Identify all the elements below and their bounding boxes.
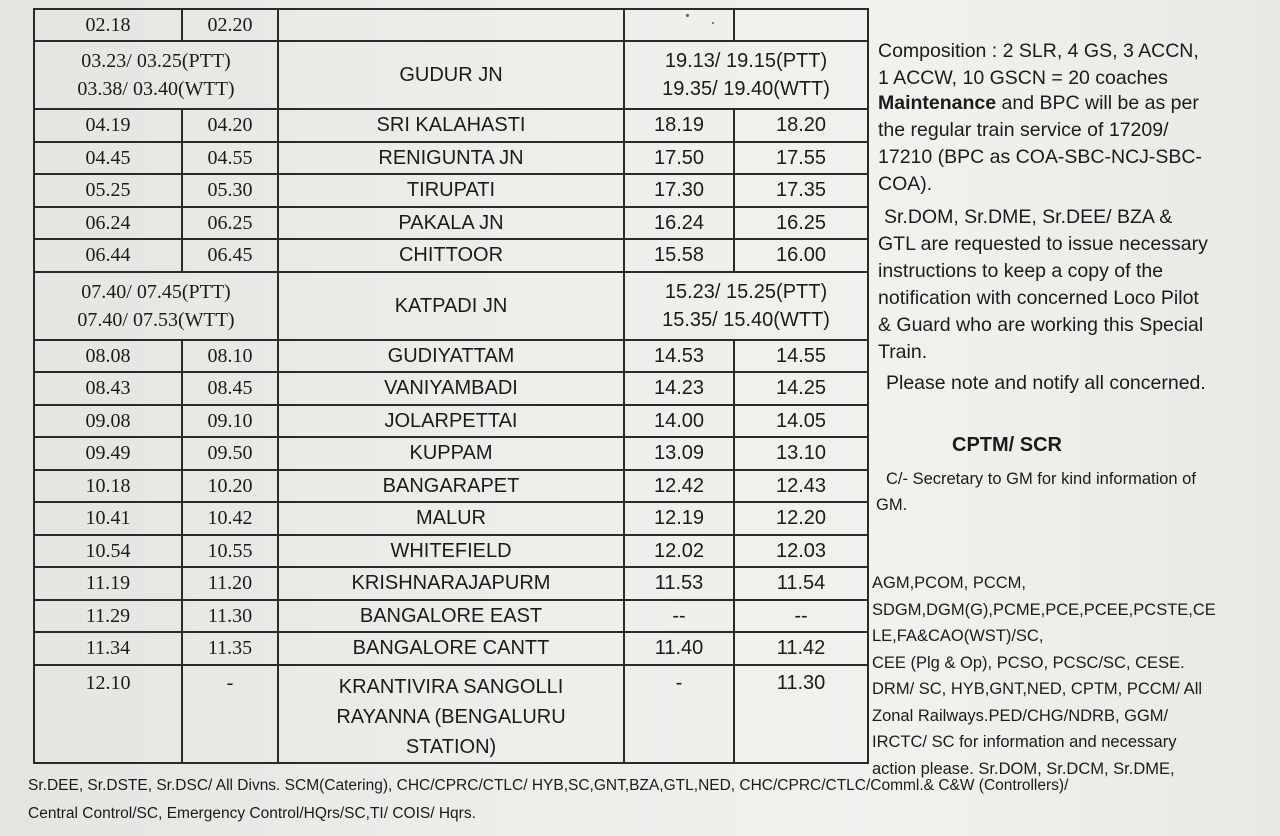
departure-time: 04.55 [182, 142, 278, 175]
departure-time: 11.30 [182, 600, 278, 633]
table-row [34, 437, 868, 470]
return-departure-time: 12.43 [734, 470, 868, 503]
return-arrival-time: 11.53 [624, 567, 734, 600]
departure-time: - [182, 665, 278, 763]
composition-line: 1 ACCW, 10 GSCN = 20 coaches [878, 67, 1168, 89]
arrival-departure-dual-line: 03.23/ 03.25(PTT) [81, 50, 231, 72]
return-arrival-time: - [624, 665, 734, 763]
station-name: BANGALORE CANTT [278, 632, 624, 665]
return-departure-time: 14.25 [734, 372, 868, 405]
station-name-line: KRANTIVIRA SANGOLLI [338, 675, 564, 698]
copy-line: SDGM,DGM(G),PCME,PCE,PCEE,PCSTE,CE [872, 600, 1216, 619]
composition-line: Composition : 2 SLR, 4 GS, 3 ACCN, [878, 40, 1199, 62]
arrival-time: 06.44 [34, 239, 182, 272]
return-arrival-time: 14.00 [624, 405, 734, 438]
arrival-departure-dual [34, 41, 278, 109]
timetable [33, 8, 869, 764]
table-row [34, 502, 868, 535]
arrival-time: 02.18 [34, 9, 182, 41]
arrival-time: 11.34 [34, 632, 182, 665]
arrival-time: 08.43 [34, 372, 182, 405]
station-name: SRI KALAHASTI [278, 109, 624, 142]
arrival-time: 08.08 [34, 340, 182, 373]
arrival-departure-dual-line: 07.40/ 07.53(WTT) [77, 308, 235, 331]
cc-line: C/- Secretary to GM for kind information of [886, 470, 1196, 488]
table-row [34, 372, 868, 405]
return-arrival-time: 14.23 [624, 372, 734, 405]
station-name [278, 665, 624, 763]
return-departure-time: 16.00 [734, 239, 868, 272]
return-departure-time: 16.25 [734, 207, 868, 240]
return-times-dual-line: 19.13/ 19.15(PTT) [664, 50, 828, 72]
station-name [278, 9, 624, 41]
departure-time: 11.35 [182, 632, 278, 665]
return-times-dual [624, 41, 868, 109]
arrival-time: 04.45 [34, 142, 182, 175]
station-name: KUPPAM [278, 437, 624, 470]
table-row [34, 239, 868, 272]
request-line: Sr.DOM, Sr.DME, Sr.DEE/ BZA & [884, 206, 1173, 228]
request-line: Train. [878, 341, 928, 363]
signatory: CPTM/ SCR [952, 434, 1062, 456]
arrival-departure-dual [34, 272, 278, 340]
request-line: notification with concerned Loco Pilot [878, 287, 1199, 309]
maintenance-bold: Maintenance [878, 92, 997, 114]
composition-notes [878, 38, 1274, 397]
station-name: MALUR [278, 502, 624, 535]
copy-line: Zonal Railways.PED/CHG/NDRB, GGM/ [872, 706, 1169, 725]
table-row [34, 535, 868, 568]
copy-line: action please. Sr.DOM, Sr.DCM, Sr.DME, [872, 759, 1175, 778]
departure-time: 09.50 [182, 437, 278, 470]
return-arrival-time: 17.30 [624, 174, 734, 207]
cc-secretary [876, 466, 1256, 518]
arrival-time: 10.41 [34, 502, 182, 535]
return-arrival-time: 13.09 [624, 437, 734, 470]
table-row [34, 174, 868, 207]
arrival-time: 05.25 [34, 174, 182, 207]
return-times-dual-line: 15.35/ 15.40(WTT) [662, 308, 830, 331]
arrival-departure-dual-line: 07.40/ 07.45(PTT) [81, 280, 231, 303]
return-arrival-time: 12.02 [624, 535, 734, 568]
table-row [34, 9, 868, 41]
return-arrival-time [624, 9, 734, 41]
station-name: KRISHNARAJAPURM [278, 567, 624, 600]
copy-line: CEE (Plg & Op), PCSO, PCSC/SC, CESE. [872, 653, 1185, 672]
departure-time: 10.55 [182, 535, 278, 568]
return-arrival-time: 12.19 [624, 502, 734, 535]
maintenance-line: COA). [878, 173, 933, 195]
table-row [34, 41, 868, 109]
return-times-dual-line: 15.23/ 15.25(PTT) [664, 280, 828, 303]
table-row [34, 272, 868, 340]
arrival-time: 11.29 [34, 600, 182, 633]
table-row [34, 567, 868, 600]
return-departure-time: 12.20 [734, 502, 868, 535]
bottom-copy-list [28, 772, 1248, 828]
maintenance-line: 17210 (BPC as COA-SBC-NCJ-SBC- [878, 146, 1202, 168]
arrival-time: 11.19 [34, 567, 182, 600]
table-row [34, 600, 868, 633]
return-times-dual [624, 272, 868, 340]
table-row [34, 405, 868, 438]
return-departure-time: 17.35 [734, 174, 868, 207]
departure-time: 09.10 [182, 405, 278, 438]
station-name: JOLARPETTAI [278, 405, 624, 438]
copy-line: DRM/ SC, HYB,GNT,NED, CPTM, PCCM/ All [872, 680, 1203, 698]
return-arrival-time: 18.19 [624, 109, 734, 142]
return-arrival-time: 11.40 [624, 632, 734, 665]
please-note: Please note and notify all concerned. [886, 372, 1206, 394]
arrival-departure-dual-line: 03.38/ 03.40(WTT) [77, 78, 235, 100]
return-arrival-time: 14.53 [624, 340, 734, 373]
departure-time: 08.45 [182, 372, 278, 405]
return-departure-time: 12.03 [734, 535, 868, 568]
maintenance-line [878, 90, 1274, 117]
copy-to-list [872, 570, 1264, 782]
table-row [34, 665, 868, 763]
arrival-time: 09.49 [34, 437, 182, 470]
arrival-time: 06.24 [34, 207, 182, 240]
return-departure-time: 14.55 [734, 340, 868, 373]
return-departure-time: 17.55 [734, 142, 868, 175]
table-row [34, 207, 868, 240]
return-departure-time: 11.54 [734, 567, 868, 600]
return-departure-time: 18.20 [734, 109, 868, 142]
request-line: instructions to keep a copy of the [878, 260, 1164, 282]
table-row [34, 632, 868, 665]
departure-time: 02.20 [182, 9, 278, 41]
return-departure-time: 14.05 [734, 405, 868, 438]
copy-line: LE,FA&CAO(WST)/SC, [872, 627, 1044, 645]
departure-time: 05.30 [182, 174, 278, 207]
station-name: BANGALORE EAST [278, 600, 624, 633]
copy-line: IRCTC/ SC for information and necessary [872, 733, 1177, 751]
cc-line: GM. [876, 496, 908, 514]
return-departure-time: 11.42 [734, 632, 868, 665]
copy-line: AGM,PCOM, PCCM, [872, 574, 1027, 592]
return-arrival-time: -- [624, 600, 734, 633]
departure-time: 10.42 [182, 502, 278, 535]
arrival-time: 09.08 [34, 405, 182, 438]
station-name: BANGARAPET [278, 470, 624, 503]
station-name: WHITEFIELD [278, 535, 624, 568]
arrival-time: 04.19 [34, 109, 182, 142]
return-departure-time: -- [734, 600, 868, 633]
departure-time: 11.20 [182, 567, 278, 600]
departure-time: 04.20 [182, 109, 278, 142]
station-name: PAKALA JN [278, 207, 624, 240]
bottom-line: Sr.DEE, Sr.DSTE, Sr.DSC/ All Divns. SCM(Catering), CHC/CPRC/CTLC/ HYB,SC,GNT,BZA,GTL,NED, CHC/CPRC/CTLC/Comml.& C&W (Controllers)/ [28, 777, 1069, 794]
departure-time: 08.10 [182, 340, 278, 373]
arrival-time: 12.10 [34, 665, 182, 763]
maintenance-text: and BPC will be as per [996, 92, 1199, 114]
station-name: CHITTOOR [278, 239, 624, 272]
return-arrival-time: 16.24 [624, 207, 734, 240]
departure-time: 10.20 [182, 470, 278, 503]
return-departure-time: 13.10 [734, 437, 868, 470]
table-row [34, 142, 868, 175]
arrival-time: 10.54 [34, 535, 182, 568]
station-name: RENIGUNTA JN [278, 142, 624, 175]
station-name: GUDUR JN [278, 41, 624, 109]
return-departure-time [734, 9, 868, 41]
bottom-line: Central Control/SC, Emergency Control/HQrs/SC,TI/ COIS/ Hqrs. [28, 805, 476, 822]
maintenance-line: the regular train service of 17209/ [878, 119, 1169, 141]
return-departure-time: 11.30 [734, 665, 868, 763]
departure-time: 06.25 [182, 207, 278, 240]
request-line: & Guard who are working this Special [878, 314, 1204, 336]
return-times-dual-line: 19.35/ 19.40(WTT) [662, 78, 830, 100]
station-name: GUDIYATTAM [278, 340, 624, 373]
departure-time: 06.45 [182, 239, 278, 272]
station-name-line: STATION) [405, 735, 497, 758]
request-line: GTL are requested to issue necessary [878, 233, 1208, 255]
return-arrival-time: 15.58 [624, 239, 734, 272]
station-name: VANIYAMBADI [278, 372, 624, 405]
station-name: TIRUPATI [278, 174, 624, 207]
arrival-time: 10.18 [34, 470, 182, 503]
table-row [34, 340, 868, 373]
return-arrival-time: 17.50 [624, 142, 734, 175]
return-arrival-time: 12.42 [624, 470, 734, 503]
station-name: KATPADI JN [278, 272, 624, 340]
table-row [34, 470, 868, 503]
station-name-line: RAYANNA (BENGALURU [336, 705, 566, 728]
table-row [34, 109, 868, 142]
